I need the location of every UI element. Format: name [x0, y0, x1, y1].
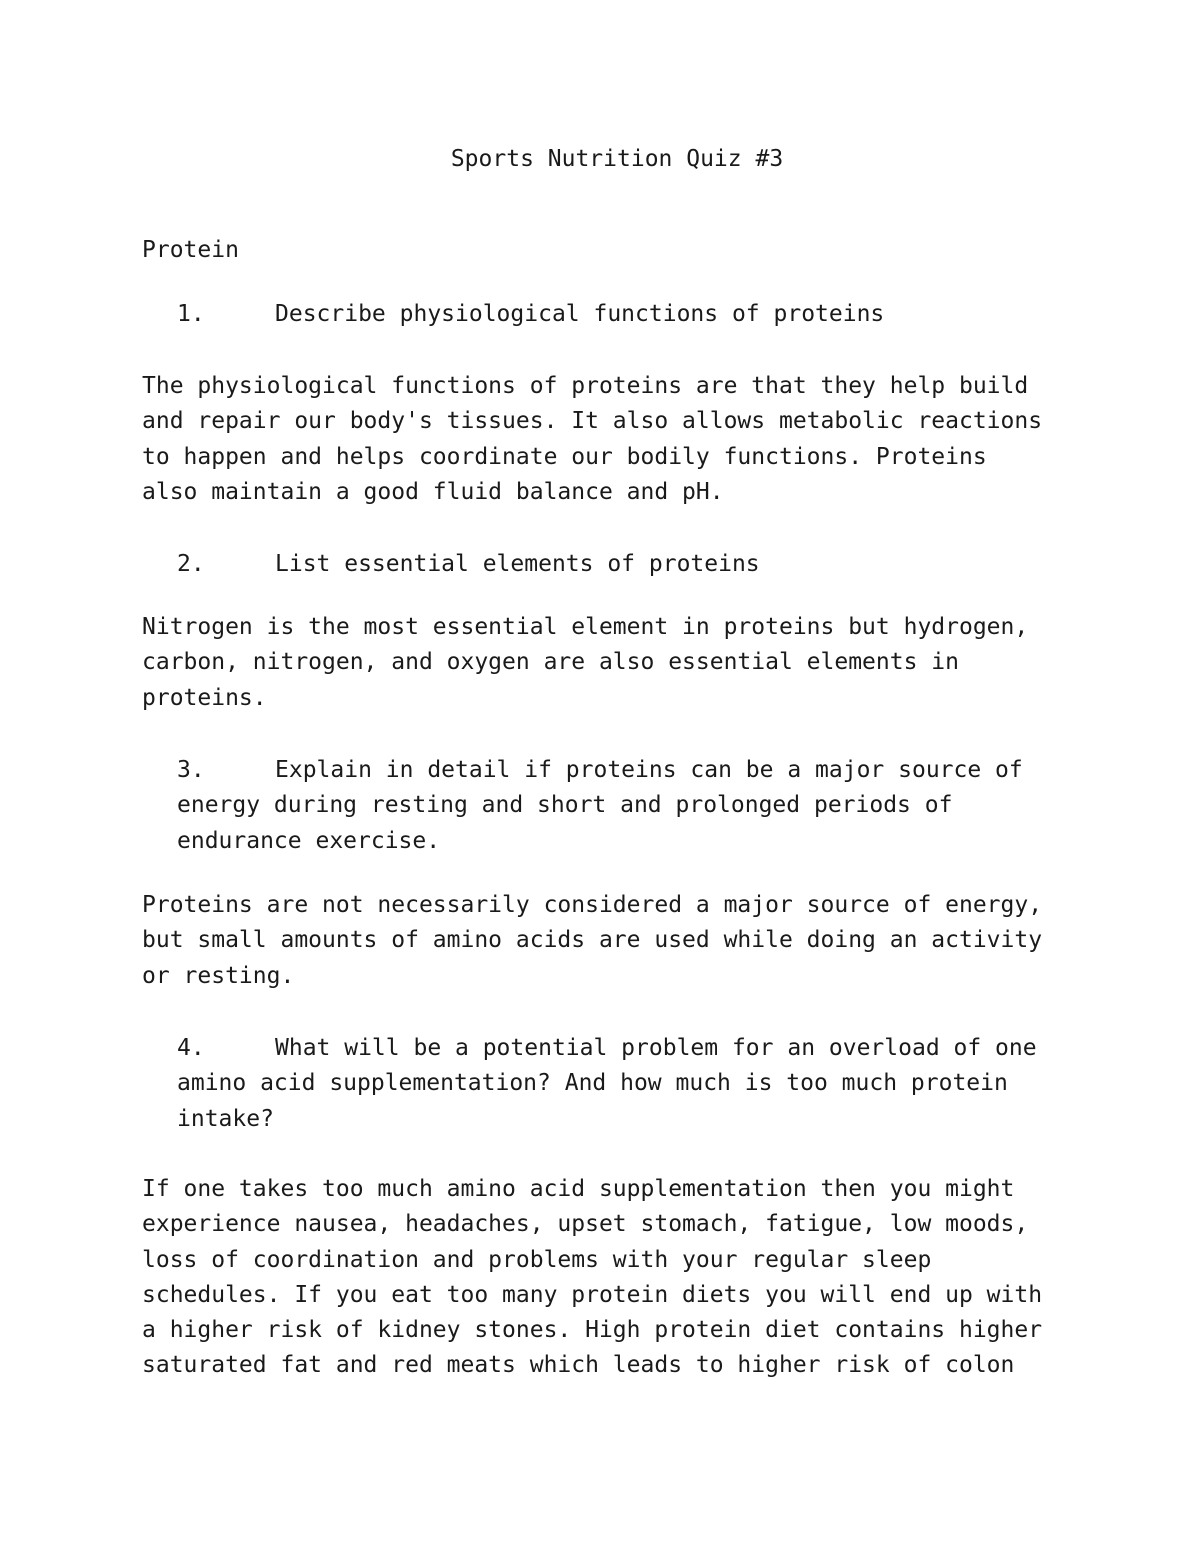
question-text: intake? [177, 1105, 274, 1132]
question-text: What will be a potential problem for an overload of one [275, 1035, 1037, 1061]
question-text: Describe physiological functions of proteins [275, 301, 885, 327]
answer-line: schedules. If you eat too many protein diets you will end up with [142, 1281, 1043, 1308]
question-number: 3. [177, 757, 205, 783]
answer-line: carbon, nitrogen, and oxygen are also essential elements in [142, 649, 959, 676]
answer-line: but small amounts of amino acids are used while doing an activity [142, 927, 1043, 954]
answer-line: to happen and helps coordinate our bodily functions. Proteins [142, 443, 987, 470]
answer-line: The physiological functions of proteins are that they help build [142, 373, 1029, 399]
section-heading: Protein [142, 237, 239, 263]
answer-line: If one takes too much amino acid supplementation then you might [142, 1176, 1015, 1202]
question-1 [177, 297, 1077, 332]
answer-4 [142, 1172, 1082, 1384]
answer-line: Nitrogen is the most essential element in proteins but hydrogen, [142, 614, 1029, 640]
question-text: Explain in detail if proteins can be a major source of [275, 757, 1023, 783]
question-text: amino acid supplementation? And how much is too much protein [177, 1070, 1008, 1097]
answer-line: saturated fat and red meats which leads to higher risk of colon [142, 1352, 1015, 1379]
answer-line: Proteins are not necessarily considered a major source of energy, [142, 892, 1043, 918]
question-number: 1. [177, 301, 205, 327]
answer-line: loss of coordination and problems with your regular sleep [142, 1246, 932, 1273]
question-number: 4. [177, 1035, 205, 1061]
question-text: energy during resting and short and prolonged periods of [177, 792, 953, 819]
document-title: Sports Nutrition Quiz #3 [450, 146, 784, 172]
question-number: 2. [177, 551, 205, 577]
answer-2 [142, 610, 1082, 716]
question-text: endurance exercise. [177, 827, 441, 854]
question-text: List essential elements of proteins [275, 551, 760, 577]
question-2 [177, 547, 1077, 582]
question-4 [177, 1031, 1077, 1137]
answer-line: a higher risk of kidney stones. High protein diet contains higher [142, 1317, 1043, 1344]
answer-3 [142, 888, 1082, 994]
answer-line: experience nausea, headaches, upset stomach, fatigue, low moods, [142, 1211, 1029, 1238]
answer-line: and repair our body's tissues. It also allows metabolic reactions [142, 408, 1043, 435]
answer-line: proteins. [142, 684, 267, 711]
question-3 [177, 753, 1077, 859]
answer-line: or resting. [142, 962, 295, 989]
answer-1 [142, 369, 1082, 510]
answer-line: also maintain a good fluid balance and pH. [142, 478, 724, 505]
